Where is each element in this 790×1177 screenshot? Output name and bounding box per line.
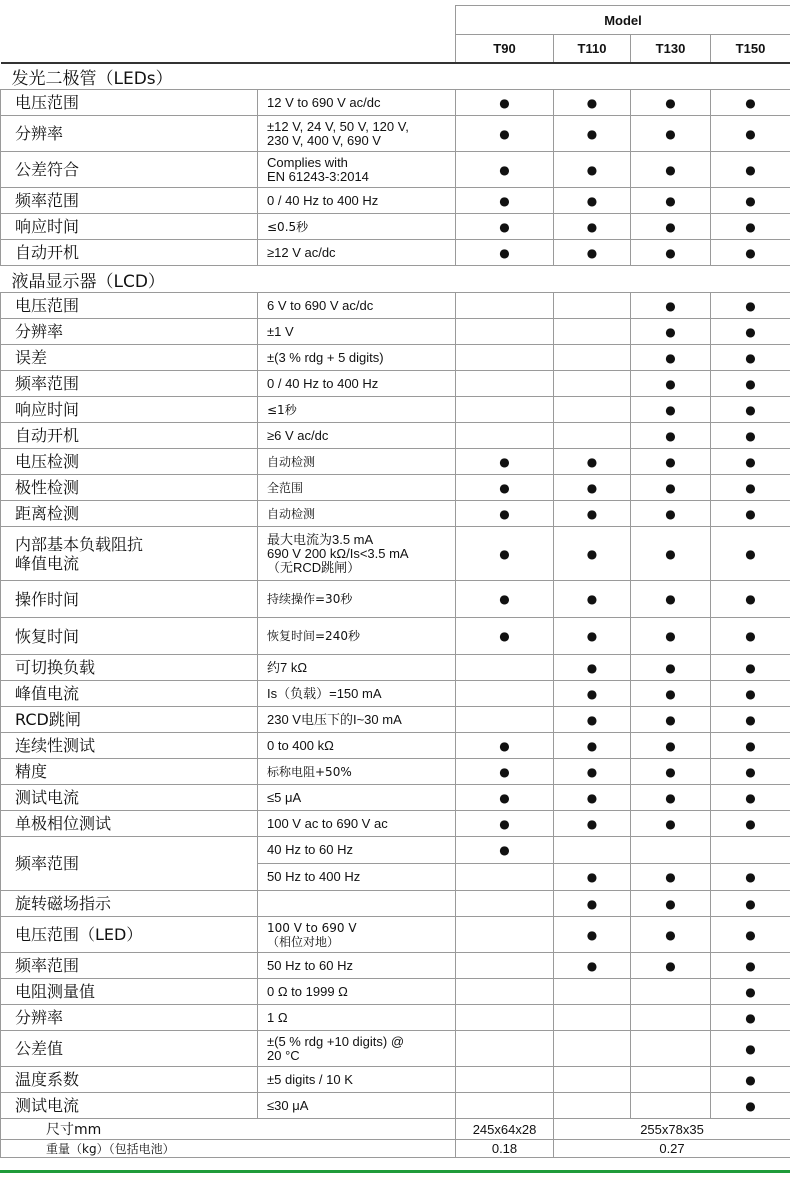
row-spec: 自动检测: [258, 449, 456, 475]
bullet-mark: ●: [554, 864, 631, 891]
table-row: [1, 681, 790, 707]
row-label: 自动开机: [1, 423, 258, 449]
bullet-mark: ●: [711, 1067, 790, 1093]
table-row: [1, 953, 790, 979]
row-spec: ±(3 % rdg + 5 digits): [258, 345, 456, 371]
bullet-mark: ●: [456, 475, 554, 501]
empty-cell: [631, 1005, 711, 1031]
bullet-mark: ●: [456, 581, 554, 618]
empty-cell: [554, 1067, 631, 1093]
empty-cell: [456, 1031, 554, 1067]
table-row: [1, 501, 790, 527]
bullet-mark: ●: [554, 785, 631, 811]
table-row: [1, 214, 790, 240]
bullet-mark: ●: [711, 681, 790, 707]
row-label: 单极相位测试: [1, 811, 258, 837]
bullet-mark: ●: [711, 1031, 790, 1067]
row-label: 电压范围: [1, 293, 258, 319]
row-label: 公差值: [1, 1031, 258, 1067]
row-label: RCD跳闸: [1, 707, 258, 733]
bullet-mark: ●: [631, 240, 711, 266]
table-row: [1, 188, 790, 214]
empty-cell: [456, 1005, 554, 1031]
empty-cell: [554, 319, 631, 345]
bullet-mark: ●: [554, 90, 631, 116]
row-label: 频率范围: [1, 837, 258, 891]
empty-cell: [631, 1067, 711, 1093]
empty-cell: [456, 979, 554, 1005]
bullet-mark: ●: [631, 811, 711, 837]
bullet-mark: ●: [554, 917, 631, 953]
empty-cell: [631, 837, 711, 864]
row-label: 峰值电流: [1, 681, 258, 707]
bullet-mark: ●: [711, 214, 790, 240]
bullet-mark: ●: [554, 214, 631, 240]
bullet-mark: ●: [711, 1005, 790, 1031]
bullet-mark: ●: [711, 240, 790, 266]
bullet-mark: ●: [711, 1093, 790, 1119]
size-label: 尺寸mm: [1, 1119, 456, 1140]
empty-cell: [554, 345, 631, 371]
row-spec: ≤0.5秒: [258, 214, 456, 240]
section-filler: [456, 63, 790, 90]
bullet-mark: ●: [456, 618, 554, 655]
row-spec: ≥12 V ac/dc: [258, 240, 456, 266]
row-label: 分辨率: [1, 116, 258, 152]
table-row: [1, 371, 790, 397]
row-spec: 50 Hz to 400 Hz: [258, 864, 456, 891]
bullet-mark: ●: [711, 90, 790, 116]
bullet-mark: ●: [456, 214, 554, 240]
row-label: 操作时间: [1, 581, 258, 618]
row-spec: 标称电阻+50%: [258, 759, 456, 785]
row-label: 连续性测试: [1, 733, 258, 759]
empty-cell: [456, 1067, 554, 1093]
empty-cell: [456, 864, 554, 891]
bullet-mark: ●: [631, 581, 711, 618]
row-spec: 1 Ω: [258, 1005, 456, 1031]
bullet-mark: ●: [456, 240, 554, 266]
row-spec: ±5 digits / 10 K: [258, 1067, 456, 1093]
bullet-mark: ●: [631, 116, 711, 152]
bullet-mark: ●: [711, 371, 790, 397]
row-spec: ≤5 μA: [258, 785, 456, 811]
empty-cell: [554, 837, 631, 864]
model-header: Model: [456, 6, 790, 35]
bullet-mark: ●: [554, 116, 631, 152]
table-row: [1, 423, 790, 449]
row-spec: ≤1秒: [258, 397, 456, 423]
bullet-mark: ●: [456, 152, 554, 188]
bullet-mark: ●: [711, 917, 790, 953]
row-label: 电压检测: [1, 449, 258, 475]
bullet-mark: ●: [631, 785, 711, 811]
bullet-mark: ●: [631, 953, 711, 979]
empty-cell: [456, 917, 554, 953]
empty-cell: [456, 681, 554, 707]
bullet-mark: ●: [631, 501, 711, 527]
section-row: [1, 63, 790, 90]
bullet-mark: ●: [554, 655, 631, 681]
bullet-mark: ●: [631, 733, 711, 759]
section-title: 液晶显示器（LCD）: [1, 266, 456, 293]
bullet-mark: ●: [554, 188, 631, 214]
row-spec: 230 V电压下的I~30 mA: [258, 707, 456, 733]
bullet-mark: ●: [631, 371, 711, 397]
bullet-mark: ●: [456, 811, 554, 837]
row-label: 误差: [1, 345, 258, 371]
bullet-mark: ●: [554, 152, 631, 188]
row-label: 电压范围: [1, 90, 258, 116]
table-row: [1, 240, 790, 266]
empty-cell: [554, 371, 631, 397]
size-t110-t150: 255x78x35: [554, 1119, 790, 1140]
size-row: [1, 1119, 790, 1140]
empty-cell: [631, 979, 711, 1005]
row-label: 响应时间: [1, 397, 258, 423]
row-spec: 恢复时间=240秒: [258, 618, 456, 655]
row-label: 频率范围: [1, 188, 258, 214]
weight-t90: 0.18: [456, 1140, 554, 1158]
bullet-mark: ●: [711, 293, 790, 319]
row-spec: 约7 kΩ: [258, 655, 456, 681]
weight-label: 重量（kg）（包括电池）: [1, 1140, 456, 1158]
table-row: [1, 397, 790, 423]
model-t90: T90: [456, 35, 554, 63]
row-spec: 0 / 40 Hz to 400 Hz: [258, 188, 456, 214]
section-title: 发光二极管（LEDs）: [1, 63, 456, 90]
bullet-mark: ●: [554, 501, 631, 527]
empty-cell: [456, 707, 554, 733]
row-spec: Is（负载）=150 mA: [258, 681, 456, 707]
bullet-mark: ●: [711, 319, 790, 345]
bullet-mark: ●: [631, 90, 711, 116]
row-label: 频率范围: [1, 371, 258, 397]
row-spec: 50 Hz to 60 Hz: [258, 953, 456, 979]
table-row: [1, 733, 790, 759]
bullet-mark: ●: [711, 864, 790, 891]
empty-cell: [554, 979, 631, 1005]
bullet-mark: ●: [554, 891, 631, 917]
empty-cell: [554, 397, 631, 423]
row-label: 频率范围: [1, 953, 258, 979]
bullet-mark: ●: [711, 423, 790, 449]
bullet-mark: ●: [554, 707, 631, 733]
table-row: [1, 917, 790, 953]
table-row: [1, 293, 790, 319]
bullet-mark: ●: [554, 733, 631, 759]
bullet-mark: ●: [711, 527, 790, 581]
row-label: 旋转磁场指示: [1, 891, 258, 917]
table-row: [1, 837, 790, 864]
bullet-mark: ●: [631, 527, 711, 581]
row-spec: 12 V to 690 V ac/dc: [258, 90, 456, 116]
row-spec: 0 Ω to 1999 Ω: [258, 979, 456, 1005]
bullet-mark: ●: [631, 655, 711, 681]
model-t110: T110: [554, 35, 631, 63]
bullet-mark: ●: [631, 618, 711, 655]
table-row: [1, 527, 790, 581]
row-label: 距离检测: [1, 501, 258, 527]
weight-row: [1, 1140, 790, 1158]
empty-cell: [456, 397, 554, 423]
bullet-mark: ●: [711, 953, 790, 979]
row-label: 恢复时间: [1, 618, 258, 655]
row-label: 自动开机: [1, 240, 258, 266]
row-label: 公差符合: [1, 152, 258, 188]
row-label: 电压范围（LED）: [1, 917, 258, 953]
table-row: [1, 475, 790, 501]
table-row: [1, 759, 790, 785]
bullet-mark: ●: [711, 188, 790, 214]
row-spec: ≤30 μA: [258, 1093, 456, 1119]
weight-t110-t150: 0.27: [554, 1140, 790, 1158]
bullet-mark: ●: [631, 293, 711, 319]
table-row: [1, 891, 790, 917]
row-label: 内部基本负载阻抗 峰值电流: [1, 527, 258, 581]
bullet-mark: ●: [711, 979, 790, 1005]
bullet-mark: ●: [456, 785, 554, 811]
row-spec: ≥6 V ac/dc: [258, 423, 456, 449]
row-spec: ±(5 % rdg +10 digits) @ 20 °C: [258, 1031, 456, 1067]
row-spec: 最大电流为3.5 mA 690 V 200 kΩ/Is<3.5 mA （无RCD跳闸）: [258, 527, 456, 581]
bullet-mark: ●: [711, 759, 790, 785]
table-row: [1, 979, 790, 1005]
row-label: 测试电流: [1, 1093, 258, 1119]
empty-cell: [554, 1093, 631, 1119]
table-row: [1, 1031, 790, 1067]
table-row: [1, 707, 790, 733]
bullet-mark: ●: [631, 449, 711, 475]
bullet-mark: ●: [711, 707, 790, 733]
empty-cell: [631, 1031, 711, 1067]
bullet-mark: ●: [631, 188, 711, 214]
table-row: [1, 785, 790, 811]
empty-cell: [711, 837, 790, 864]
empty-cell: [456, 423, 554, 449]
bullet-mark: ●: [631, 423, 711, 449]
bullet-mark: ●: [711, 152, 790, 188]
row-spec: [258, 891, 456, 917]
row-spec: 全范围: [258, 475, 456, 501]
table-row: [1, 319, 790, 345]
bullet-mark: ●: [456, 527, 554, 581]
bullet-mark: ●: [711, 345, 790, 371]
row-spec: 40 Hz to 60 Hz: [258, 837, 456, 864]
bullet-mark: ●: [711, 618, 790, 655]
row-spec: 100 V ac to 690 V ac: [258, 811, 456, 837]
table-row: [1, 811, 790, 837]
bullet-mark: ●: [631, 397, 711, 423]
table-row: [1, 449, 790, 475]
bullet-mark: ●: [554, 618, 631, 655]
empty-cell: [554, 1005, 631, 1031]
row-spec: 自动检测: [258, 501, 456, 527]
bullet-mark: ●: [554, 759, 631, 785]
bullet-mark: ●: [554, 449, 631, 475]
bullet-mark: ●: [711, 811, 790, 837]
bullet-mark: ●: [554, 475, 631, 501]
table-row: [1, 1093, 790, 1119]
bullet-mark: ●: [711, 397, 790, 423]
bullet-mark: ●: [456, 759, 554, 785]
model-t130: T130: [631, 35, 711, 63]
row-spec: ±1 V: [258, 319, 456, 345]
empty-cell: [631, 1093, 711, 1119]
bullet-mark: ●: [631, 707, 711, 733]
section-row: [1, 266, 790, 293]
table-row: [1, 116, 790, 152]
bullet-mark: ●: [631, 759, 711, 785]
bullet-mark: ●: [711, 581, 790, 618]
bullet-mark: ●: [711, 891, 790, 917]
bullet-mark: ●: [711, 733, 790, 759]
bullet-mark: ●: [456, 188, 554, 214]
bullet-mark: ●: [554, 953, 631, 979]
bullet-mark: ●: [711, 449, 790, 475]
row-label: 可切换负载: [1, 655, 258, 681]
bullet-mark: ●: [456, 116, 554, 152]
bullet-mark: ●: [456, 90, 554, 116]
bullet-mark: ●: [554, 681, 631, 707]
bullet-mark: ●: [554, 240, 631, 266]
bullet-mark: ●: [456, 733, 554, 759]
bullet-mark: ●: [711, 785, 790, 811]
empty-cell: [456, 953, 554, 979]
spec-table: [0, 5, 790, 1158]
empty-cell: [456, 1093, 554, 1119]
row-label: 电阻测量值: [1, 979, 258, 1005]
table-row: [1, 152, 790, 188]
bullet-mark: ●: [711, 655, 790, 681]
bullet-mark: ●: [631, 864, 711, 891]
table-row: [1, 618, 790, 655]
row-spec: 0 to 400 kΩ: [258, 733, 456, 759]
empty-cell: [456, 293, 554, 319]
row-label: 温度系数: [1, 1067, 258, 1093]
bullet-mark: ●: [456, 501, 554, 527]
empty-cell: [554, 293, 631, 319]
empty-cell: [456, 891, 554, 917]
bullet-mark: ●: [711, 475, 790, 501]
bullet-mark: ●: [631, 152, 711, 188]
row-spec: 持续操作=30秒: [258, 581, 456, 618]
bullet-mark: ●: [554, 811, 631, 837]
bullet-mark: ●: [554, 581, 631, 618]
bullet-mark: ●: [631, 681, 711, 707]
bullet-mark: ●: [631, 891, 711, 917]
row-label: 响应时间: [1, 214, 258, 240]
table-row: [1, 581, 790, 618]
bullet-mark: ●: [711, 116, 790, 152]
empty-cell: [456, 655, 554, 681]
row-label: 精度: [1, 759, 258, 785]
row-label: 分辨率: [1, 319, 258, 345]
empty-cell: [554, 1031, 631, 1067]
bullet-mark: ●: [631, 917, 711, 953]
bullet-mark: ●: [631, 319, 711, 345]
size-t90: 245x64x28: [456, 1119, 554, 1140]
section-filler: [456, 266, 790, 293]
model-t150: T150: [711, 35, 790, 63]
bottom-accent-line: [0, 1170, 790, 1173]
bullet-mark: ●: [631, 475, 711, 501]
row-spec: 6 V to 690 V ac/dc: [258, 293, 456, 319]
bullet-mark: ●: [631, 345, 711, 371]
row-spec: 100 V to 690 V （相位对地）: [258, 917, 456, 953]
row-label: 极性检测: [1, 475, 258, 501]
table-row: [1, 655, 790, 681]
bullet-mark: ●: [554, 527, 631, 581]
table-row: [1, 345, 790, 371]
row-spec: Complies with EN 61243-3:2014: [258, 152, 456, 188]
row-spec: 0 / 40 Hz to 400 Hz: [258, 371, 456, 397]
bullet-mark: ●: [631, 214, 711, 240]
row-label: 测试电流: [1, 785, 258, 811]
table-row: [1, 90, 790, 116]
bullet-mark: ●: [711, 501, 790, 527]
empty-cell: [456, 319, 554, 345]
bullet-mark: ●: [456, 837, 554, 864]
empty-cell: [456, 371, 554, 397]
row-spec: ±12 V, 24 V, 50 V, 120 V, 230 V, 400 V, 690 V: [258, 116, 456, 152]
empty-cell: [456, 345, 554, 371]
table-row: [1, 1005, 790, 1031]
bullet-mark: ●: [456, 449, 554, 475]
row-label: 分辨率: [1, 1005, 258, 1031]
table-row: [1, 1067, 790, 1093]
empty-cell: [554, 423, 631, 449]
header-blank: [1, 6, 456, 63]
